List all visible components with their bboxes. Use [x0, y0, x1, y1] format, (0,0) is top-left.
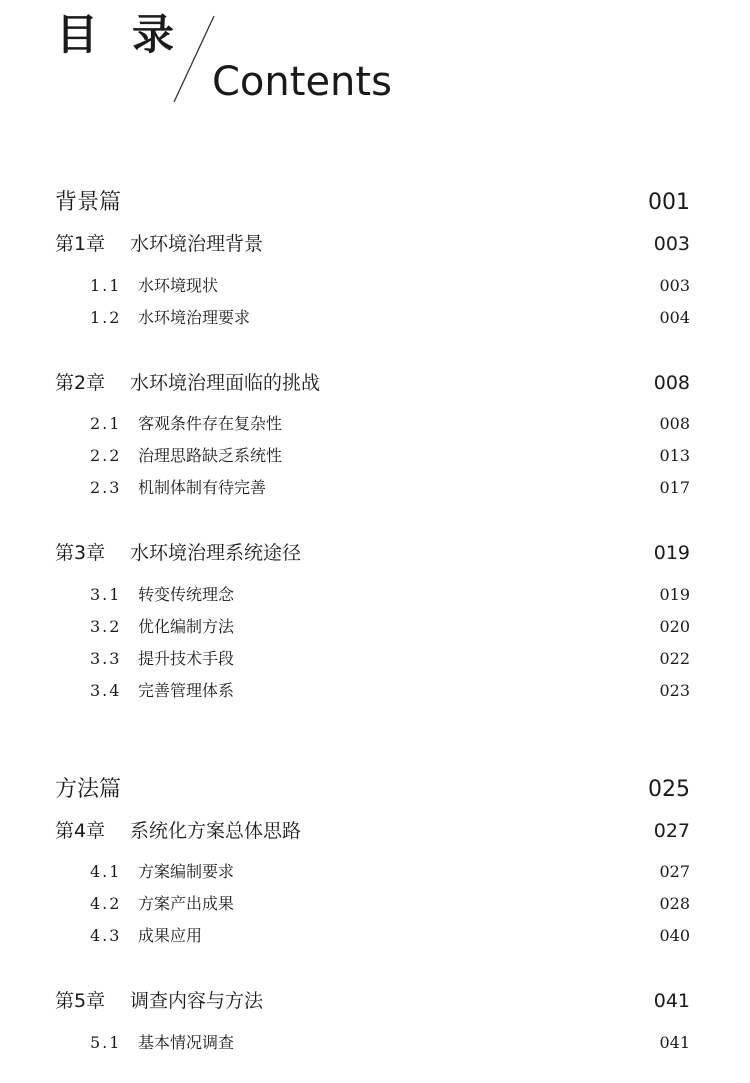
toc-number: 1.1	[90, 276, 122, 295]
toc-number: 2.3	[90, 478, 122, 497]
toc-page: 001	[648, 190, 690, 215]
toc-page: 027	[653, 820, 690, 842]
toc-number: 第2章	[55, 372, 106, 394]
toc-number: 3.4	[90, 681, 122, 700]
toc-page: 008	[653, 372, 690, 394]
toc-number: 2.2	[90, 446, 122, 465]
toc-title: 客观条件存在复杂性	[138, 414, 283, 433]
toc-page: 019	[659, 585, 690, 604]
toc-page: 013	[659, 446, 690, 465]
toc-title: 转变传统理念	[138, 585, 235, 604]
toc-page: 028	[659, 894, 690, 913]
toc-page: 040	[659, 926, 690, 945]
toc-title: 优化编制方法	[138, 617, 235, 636]
toc-number: 3.1	[90, 585, 122, 604]
toc-title: 调查内容与方法	[130, 990, 264, 1012]
toc-page: 003	[659, 276, 690, 295]
toc-title: 提升技术手段	[138, 649, 235, 668]
toc-title: 背景篇	[55, 190, 122, 215]
toc-title: 基本情况调查	[138, 1033, 235, 1052]
title-chinese: 目录	[56, 10, 209, 59]
toc-page: 003	[653, 233, 690, 255]
toc-title: 方案编制要求	[138, 862, 235, 881]
toc-title: 完善管理体系	[138, 681, 235, 700]
toc-title: 水环境治理系统途径	[130, 542, 302, 564]
toc-number: 4.2	[90, 894, 122, 913]
toc-number: 第1章	[55, 233, 106, 255]
toc-title: 治理思路缺乏系统性	[138, 446, 283, 465]
toc-title: 系统化方案总体思路	[130, 820, 302, 842]
toc-page: 041	[653, 990, 690, 1012]
toc-page: 025	[648, 777, 690, 802]
toc-number: 1.2	[90, 308, 122, 327]
toc-number: 第3章	[55, 542, 106, 564]
title-english: Contents	[212, 59, 392, 105]
toc-title: 水环境治理要求	[138, 308, 251, 327]
toc-title: 机制体制有待完善	[138, 478, 267, 497]
toc-number: 4.1	[90, 862, 122, 881]
toc-page: 022	[659, 649, 690, 668]
toc-page: 008	[659, 414, 690, 433]
toc-title: 水环境治理面临的挑战	[130, 372, 321, 394]
toc-title: 方案产出成果	[138, 894, 235, 913]
toc-number: 第4章	[55, 820, 106, 842]
toc-number: 3.3	[90, 649, 122, 668]
toc-number: 5.1	[90, 1033, 122, 1052]
toc-page: 023	[659, 681, 690, 700]
toc-title: 成果应用	[138, 926, 203, 945]
toc-page: 004	[659, 308, 690, 327]
toc-number: 2.1	[90, 414, 122, 433]
toc-number: 4.3	[90, 926, 122, 945]
toc-number: 第5章	[55, 990, 106, 1012]
toc-page: 019	[653, 542, 690, 564]
toc-number: 3.2	[90, 617, 122, 636]
slash-divider	[172, 14, 216, 104]
toc-page: 041	[659, 1033, 690, 1052]
toc-title: 水环境现状	[138, 276, 219, 295]
toc-title: 水环境治理背景	[130, 233, 264, 255]
toc-page: 027	[659, 862, 690, 881]
toc-page: 017	[659, 478, 690, 497]
toc-page: 020	[659, 617, 690, 636]
toc-title: 方法篇	[55, 777, 122, 802]
